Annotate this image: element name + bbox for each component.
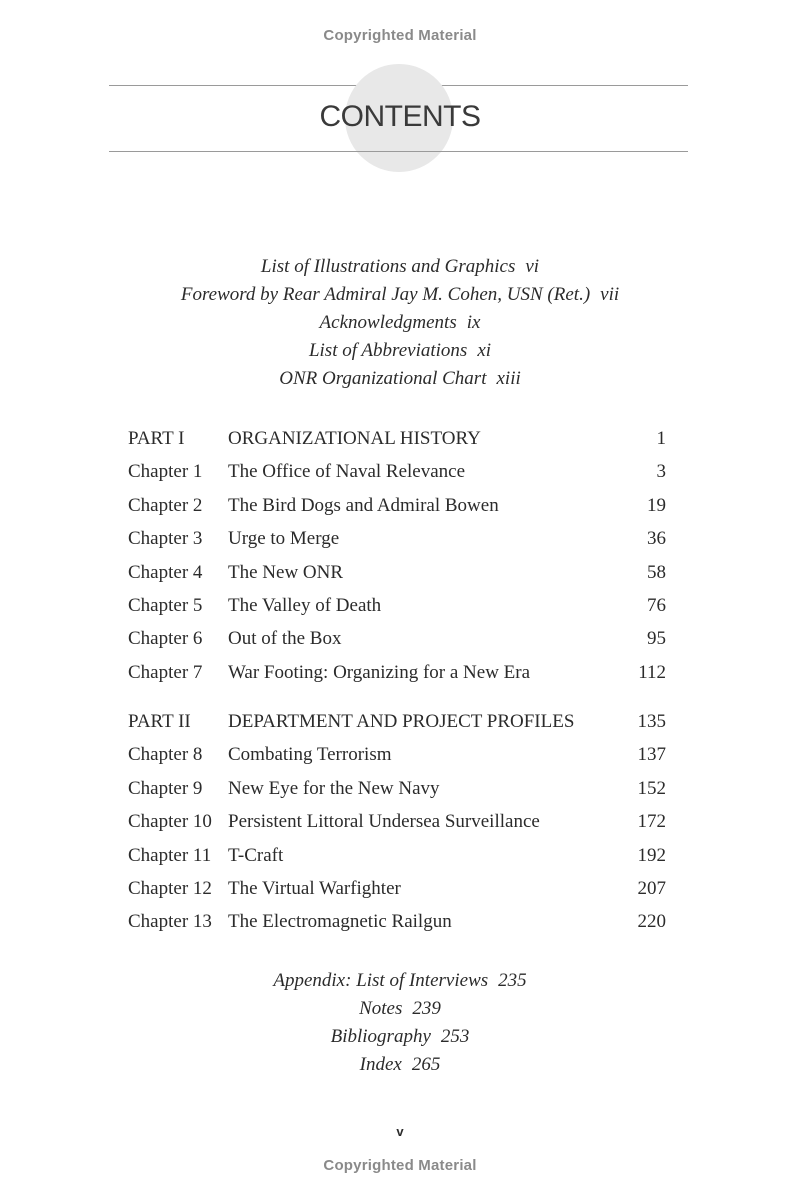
chapter-title: War Footing: Organizing for a New Era (228, 661, 531, 683)
chapter-page: 172 (637, 811, 666, 833)
chapter-row[interactable] (128, 656, 666, 689)
part-title: DEPARTMENT AND PROJECT PROFILES (228, 711, 575, 732)
entry-title: Bibliography (330, 1026, 431, 1047)
chapter-page: 76 (647, 594, 666, 616)
part-page: 135 (637, 711, 666, 732)
chapter-title: Out of the Box (228, 628, 342, 650)
chapter-label: Chapter 8 (128, 744, 203, 766)
entry-page: 235 (498, 970, 527, 991)
chapter-label: Chapter 4 (128, 561, 203, 583)
entry-title: ONR Organizational Chart (279, 368, 487, 389)
front-matter-entry[interactable] (0, 281, 800, 309)
part-heading[interactable] (128, 422, 666, 455)
chapter-row[interactable] (128, 622, 666, 655)
chapter-title: Persistent Littoral Undersea Surveillance (228, 811, 540, 833)
chapter-title: The Virtual Warfighter (228, 877, 401, 899)
chapter-label: Chapter 7 (128, 661, 203, 683)
entry-page: xi (477, 340, 492, 361)
chapter-row[interactable] (128, 455, 666, 488)
chapter-page: 36 (647, 528, 666, 550)
chapter-row[interactable] (128, 522, 666, 555)
front-matter-entry[interactable] (0, 337, 800, 365)
chapter-label: Chapter 6 (128, 628, 203, 650)
front-matter-entry[interactable] (0, 253, 800, 281)
chapter-page: 137 (637, 744, 666, 766)
chapter-title: Urge to Merge (228, 528, 340, 550)
back-matter-entry[interactable] (0, 1023, 800, 1051)
chapter-label: Chapter 11 (128, 844, 212, 866)
chapter-row[interactable] (128, 489, 666, 522)
chapter-title: Combating Terrorism (228, 744, 392, 766)
chapter-row[interactable] (128, 805, 666, 838)
chapter-page: 192 (637, 844, 666, 866)
entry-page: xiii (496, 368, 521, 389)
chapter-title: The Office of Naval Relevance (228, 461, 466, 483)
chapter-page: 112 (638, 661, 666, 683)
header-rule-bottom (109, 151, 688, 152)
chapter-row[interactable] (128, 738, 666, 771)
entry-title: List of Abbreviations (308, 340, 468, 361)
part-2-section (128, 705, 666, 939)
chapter-label: Chapter 12 (128, 877, 212, 899)
entry-title: Notes (359, 998, 403, 1019)
entry-page: vii (600, 284, 620, 305)
front-matter-entry[interactable] (0, 309, 800, 337)
part-label: PART II (128, 711, 191, 732)
chapter-title: T-Craft (228, 844, 284, 866)
front-matter-list (0, 253, 800, 393)
chapter-label: Chapter 1 (128, 461, 203, 483)
chapter-label: Chapter 5 (128, 594, 203, 616)
page-title: CONTENTS (319, 100, 481, 133)
chapter-row[interactable] (128, 872, 666, 905)
chapter-row[interactable] (128, 839, 666, 872)
chapter-label: Chapter 9 (128, 777, 203, 799)
entry-title: List of Illustrations and Graphics (260, 256, 516, 277)
chapter-row[interactable] (128, 556, 666, 589)
chapter-title: New Eye for the New Navy (228, 777, 440, 799)
chapter-title: The Electromagnetic Railgun (228, 911, 452, 933)
copyright-watermark-top: Copyrighted Material (323, 27, 477, 44)
part-title: ORGANIZATIONAL HISTORY (228, 428, 481, 449)
chapter-page: 58 (647, 561, 666, 583)
chapter-page: 19 (647, 494, 666, 516)
chapter-title: The New ONR (228, 561, 344, 583)
chapter-label: Chapter 3 (128, 528, 203, 550)
copyright-watermark-bottom: Copyrighted Material (323, 1157, 477, 1174)
chapter-label: Chapter 10 (128, 811, 212, 833)
entry-title: Acknowledgments (319, 312, 457, 333)
chapter-label: Chapter 13 (128, 911, 212, 933)
entry-page: ix (466, 312, 481, 333)
chapter-page: 220 (637, 911, 666, 933)
entry-page: 265 (411, 1054, 441, 1075)
chapter-label: Chapter 2 (128, 494, 203, 516)
back-matter-list (0, 967, 800, 1079)
back-matter-entry[interactable] (0, 967, 800, 995)
back-matter-entry[interactable] (0, 995, 800, 1023)
page-number: v (396, 1124, 404, 1139)
front-matter-entry[interactable] (0, 365, 800, 393)
entry-title: Index (359, 1054, 402, 1075)
back-matter-entry[interactable] (0, 1051, 800, 1079)
entry-page: vi (525, 256, 540, 277)
chapter-page: 95 (647, 628, 666, 650)
chapter-row[interactable] (128, 905, 666, 938)
chapter-page: 3 (656, 461, 666, 483)
entry-title: Foreword by Rear Admiral Jay M. Cohen, USN (Ret.) (180, 284, 591, 305)
chapter-page: 207 (637, 877, 666, 899)
part-1-section (128, 422, 666, 689)
entry-page: 253 (440, 1026, 470, 1047)
entry-page: 239 (412, 998, 441, 1019)
entry-title: Appendix: List of Interviews (273, 970, 489, 991)
chapter-page: 152 (637, 777, 666, 799)
chapter-title: The Bird Dogs and Admiral Bowen (228, 494, 499, 516)
chapter-title: The Valley of Death (228, 594, 382, 616)
chapter-row[interactable] (128, 772, 666, 805)
part-heading[interactable] (128, 705, 666, 738)
part-label: PART I (128, 428, 185, 449)
chapter-row[interactable] (128, 589, 666, 622)
part-page: 1 (656, 428, 666, 449)
